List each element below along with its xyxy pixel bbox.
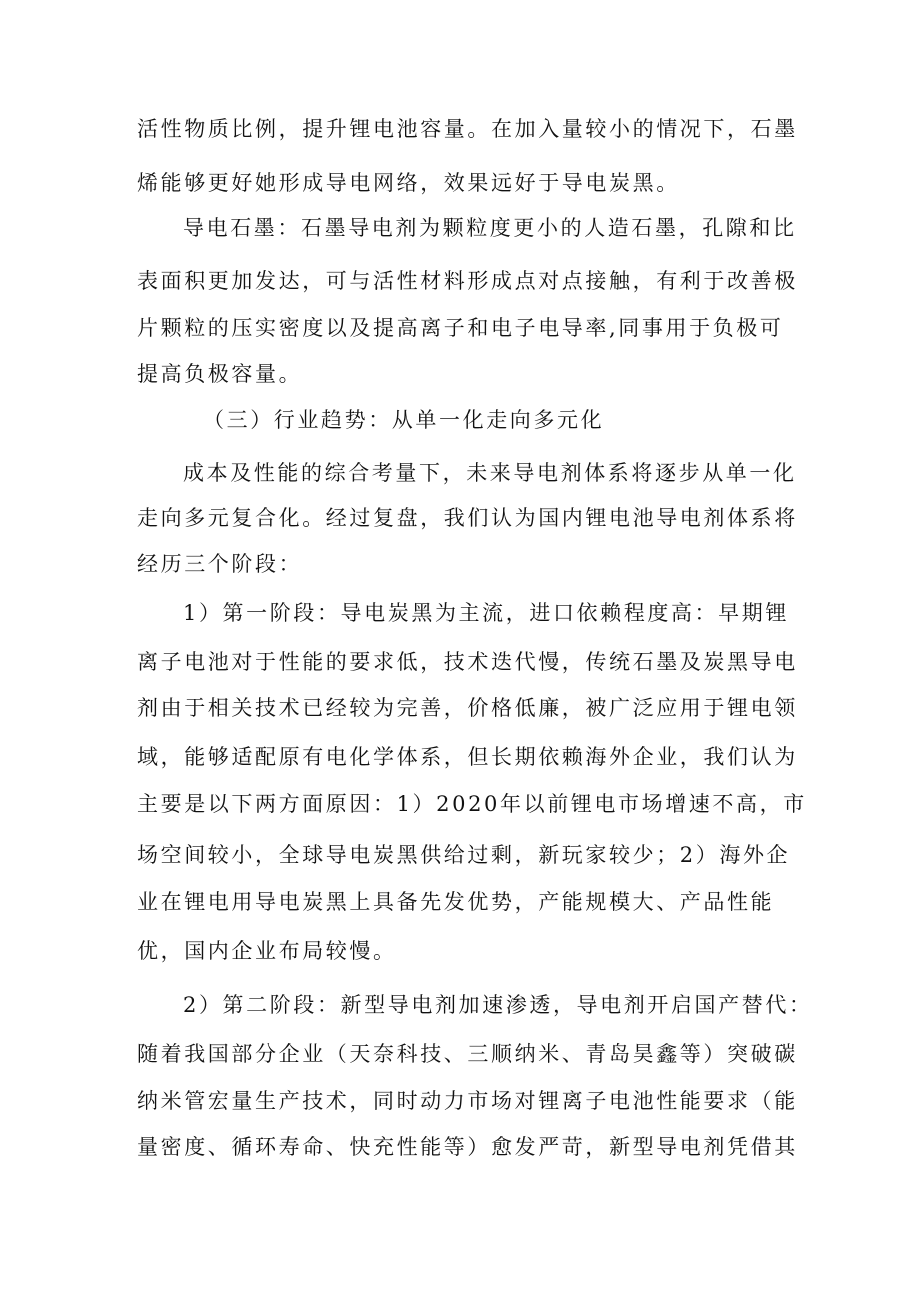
text-line: 烯能够更好她形成导电网络，效果远好于导电炭黑。 [137,171,680,195]
paragraph-start-line: 1）第一阶段：导电炭黑为主流，进口依赖程度高：早期锂 [183,601,789,625]
text-line: 剂由于相关技术已经较为完善，价格低廉，被广泛应用于锂电领 [137,696,798,720]
text-line: 主要是以下两方面原因：1）2020年以前锂电市场增速不高，市 [137,792,807,816]
text-line: 经历三个阶段： [137,552,303,576]
paragraph-start-line: 2）第二阶段：新型导电剂加速渗透，导电剂开启国产替代： [183,993,813,1017]
text-line: 场空间较小，全球导电炭黑供给过剩，新玩家较少；2）海外企 [137,843,791,867]
text-line: 域，能够适配原有电化学体系，但长期依赖海外企业，我们认为 [137,745,798,769]
text-line: 优，国内企业布局较慢。 [137,939,397,963]
section-heading: （三）行业趋势：从单一化走向多元化 [203,408,605,432]
text-line: 量密度、循环寿命、快充性能等）愈发严苛，新型导电剂凭借其 [137,1135,798,1159]
text-line: 业在锂电用导电炭黑上具备先发优势，产能规模大、产品性能 [137,890,775,914]
text-line: 活性物质比例，提升锂电池容量。在加入量较小的情况下，石墨 [137,117,798,141]
paragraph-start-line: 导电石墨：石墨导电剂为颗粒度更小的人造石墨，孔隙和比 [183,216,797,240]
text-line: 离子电池对于性能的要求低，技术迭代慢，传统石墨及炭黑导电 [137,650,798,674]
text-line: 纳米管宏量生产技术，同时动力市场对锂离子电池性能要求（能 [137,1089,798,1113]
text-line: 表面积更加发达，可与活性材料形成点对点接触，有利于改善极 [137,269,798,293]
text-line: 片颗粒的压实密度以及提高离子和电子电导率,同事用于负极可 [137,316,784,340]
paragraph-start-line: 成本及性能的综合考量下，未来导电剂体系将逐步从单一化 [183,461,797,485]
text-line: 随着我国部分企业（天奈科技、三顺纳米、青岛昊鑫等）突破碳 [137,1042,798,1066]
text-line: 提高负极容量。 [137,362,303,386]
text-line: 走向多元复合化。经过复盘，我们认为国内锂电池导电剂体系将 [137,506,798,530]
